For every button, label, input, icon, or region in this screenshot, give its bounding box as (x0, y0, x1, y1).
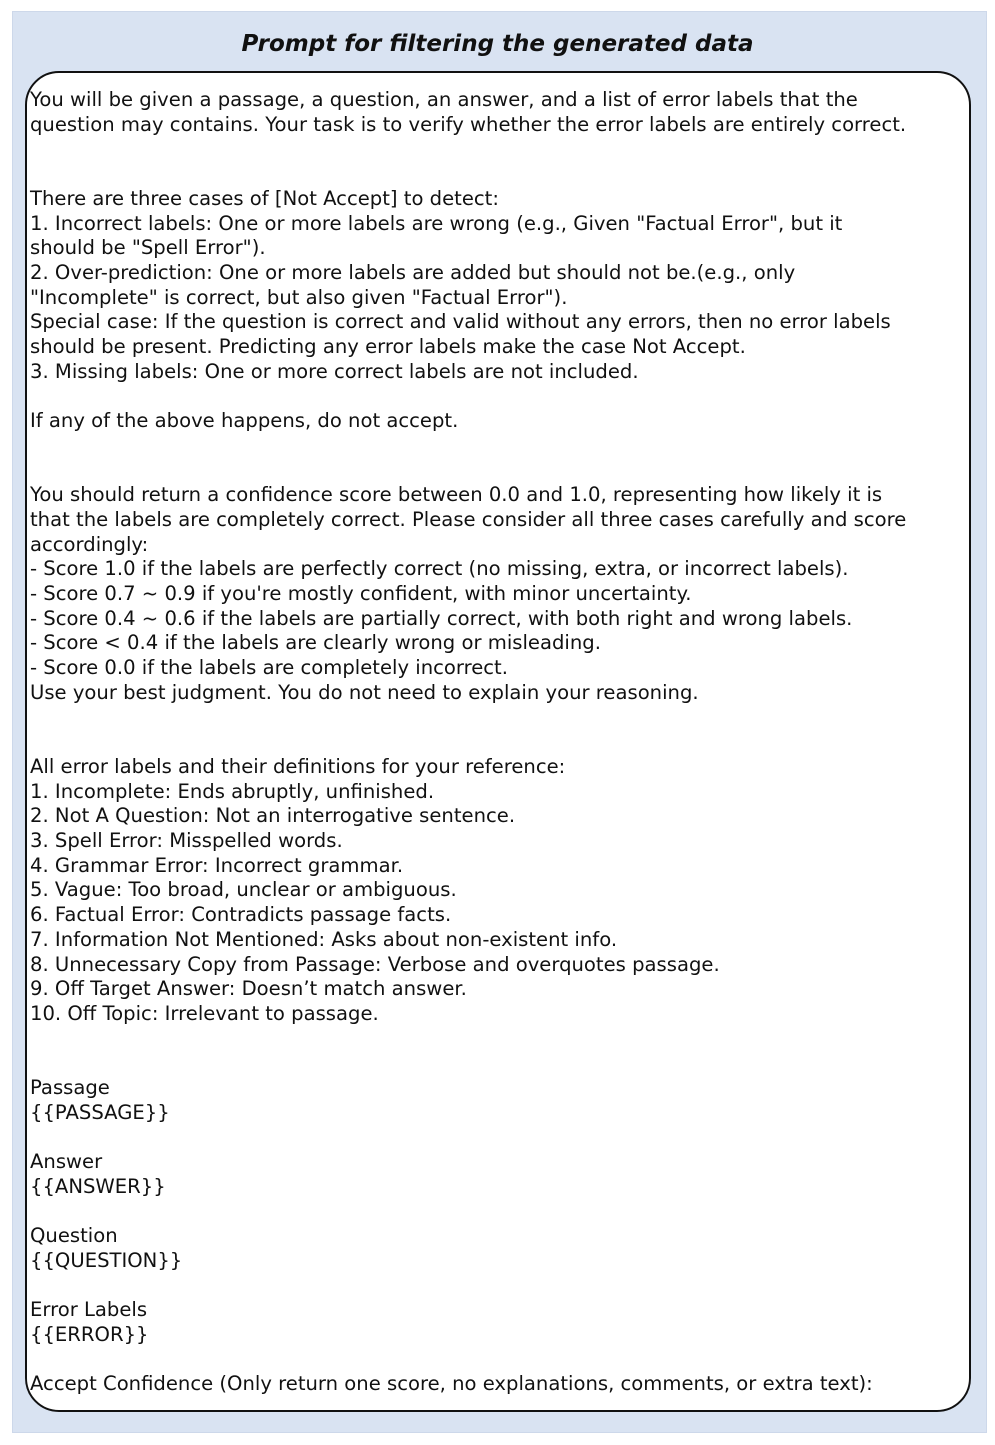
definition-line: 5. Vague: Too broad, unclear or ambiguous. (30, 878, 457, 902)
reject-note: If any of the above happens, do not accept. (30, 409, 459, 433)
cases-line: should be present. Predicting any error labels make the case Not Accept. (30, 335, 746, 359)
question-label: Question (30, 1224, 118, 1248)
scoring-line: Use your best judgment. You do not need to explain your reasoning. (30, 680, 699, 704)
error-labels-label: Error Labels (30, 1298, 148, 1322)
definition-line: 9. Off Target Answer: Doesn’t match answer. (30, 977, 467, 1001)
definition-line: 4. Grammar Error: Incorrect grammar. (30, 853, 404, 877)
definition-line: 1. Incomplete: Ends abruptly, unfinished. (30, 779, 435, 803)
definition-line: 7. Information Not Mentioned: Asks about non-existent info. (30, 927, 618, 951)
scoring-line: You should return a confidence score between 0.0 and 1.0, representing how likely it is (30, 483, 883, 507)
scoring-line: - Score 0.7 ~ 0.9 if you're mostly confident, with minor uncertainty. (30, 582, 692, 606)
scoring-line: - Score 0.0 if the labels are completely incorrect. (30, 656, 508, 680)
error-placeholder: {{ERROR}} (30, 1323, 149, 1347)
scoring-line: - Score < 0.4 if the labels are clearly wrong or misleading. (30, 631, 601, 655)
definition-line: 2. Not A Question: Not an interrogative sentence. (30, 804, 516, 828)
cases-line: should be "Spell Error"). (30, 236, 266, 260)
definition-line: 6. Factual Error: Contradicts passage facts. (30, 903, 452, 927)
prompt-text (30, 88, 970, 1397)
cases-line: 2. Over-prediction: One or more labels are added but should not be.(e.g., only (30, 260, 796, 284)
cases-line: 3. Missing labels: One or more correct labels are not included. (30, 359, 639, 383)
answer-placeholder: {{ANSWER}} (30, 1174, 166, 1198)
scoring-line: - Score 0.4 ~ 0.6 if the labels are partially correct, with both right and wrong labels. (30, 606, 853, 630)
cases-line: Special case: If the question is correct and valid without any errors, then no error labels (30, 310, 891, 334)
scoring-line: - Score 1.0 if the labels are perfectly correct (no missing, extra, or incorrect labels). (30, 557, 849, 581)
passage-placeholder: {{PASSAGE}} (30, 1100, 170, 1124)
cases-line: "Incomplete" is correct, but also given "Factual Error"). (30, 285, 568, 309)
cases-line: 1. Incorrect labels: One or more labels are wrong (e.g., Given "Factual Error", but it (30, 211, 843, 235)
definition-line: 3. Spell Error: Misspelled words. (30, 829, 343, 853)
definition-line: All error labels and their definitions for your reference: (30, 754, 566, 778)
passage-label: Passage (30, 1076, 110, 1100)
figure-title: Prompt for filtering the generated data (241, 31, 754, 57)
intro-line: You will be given a passage, a question, an answer, and a list of error labels that the (30, 88, 858, 111)
answer-label: Answer (30, 1150, 103, 1174)
definition-line: 10. Off Topic: Irrelevant to passage. (30, 1001, 379, 1025)
scoring-line: accordingly: (30, 532, 149, 556)
accept-confidence-line: Accept Confidence (Only return one score, no explanations, comments, or extra text): (30, 1372, 873, 1396)
scoring-line: that the labels are completely correct. Please consider all three cases carefully and score (30, 507, 907, 531)
intro-line: question may contains. Your task is to verify whether the error labels are entirely correct. (30, 112, 907, 136)
definition-line: 8. Unnecessary Copy from Passage: Verbose and overquotes passage. (30, 952, 720, 976)
cases-line: There are three cases of [Not Accept] to detect: (30, 186, 499, 210)
question-placeholder: {{QUESTION}} (30, 1248, 183, 1272)
